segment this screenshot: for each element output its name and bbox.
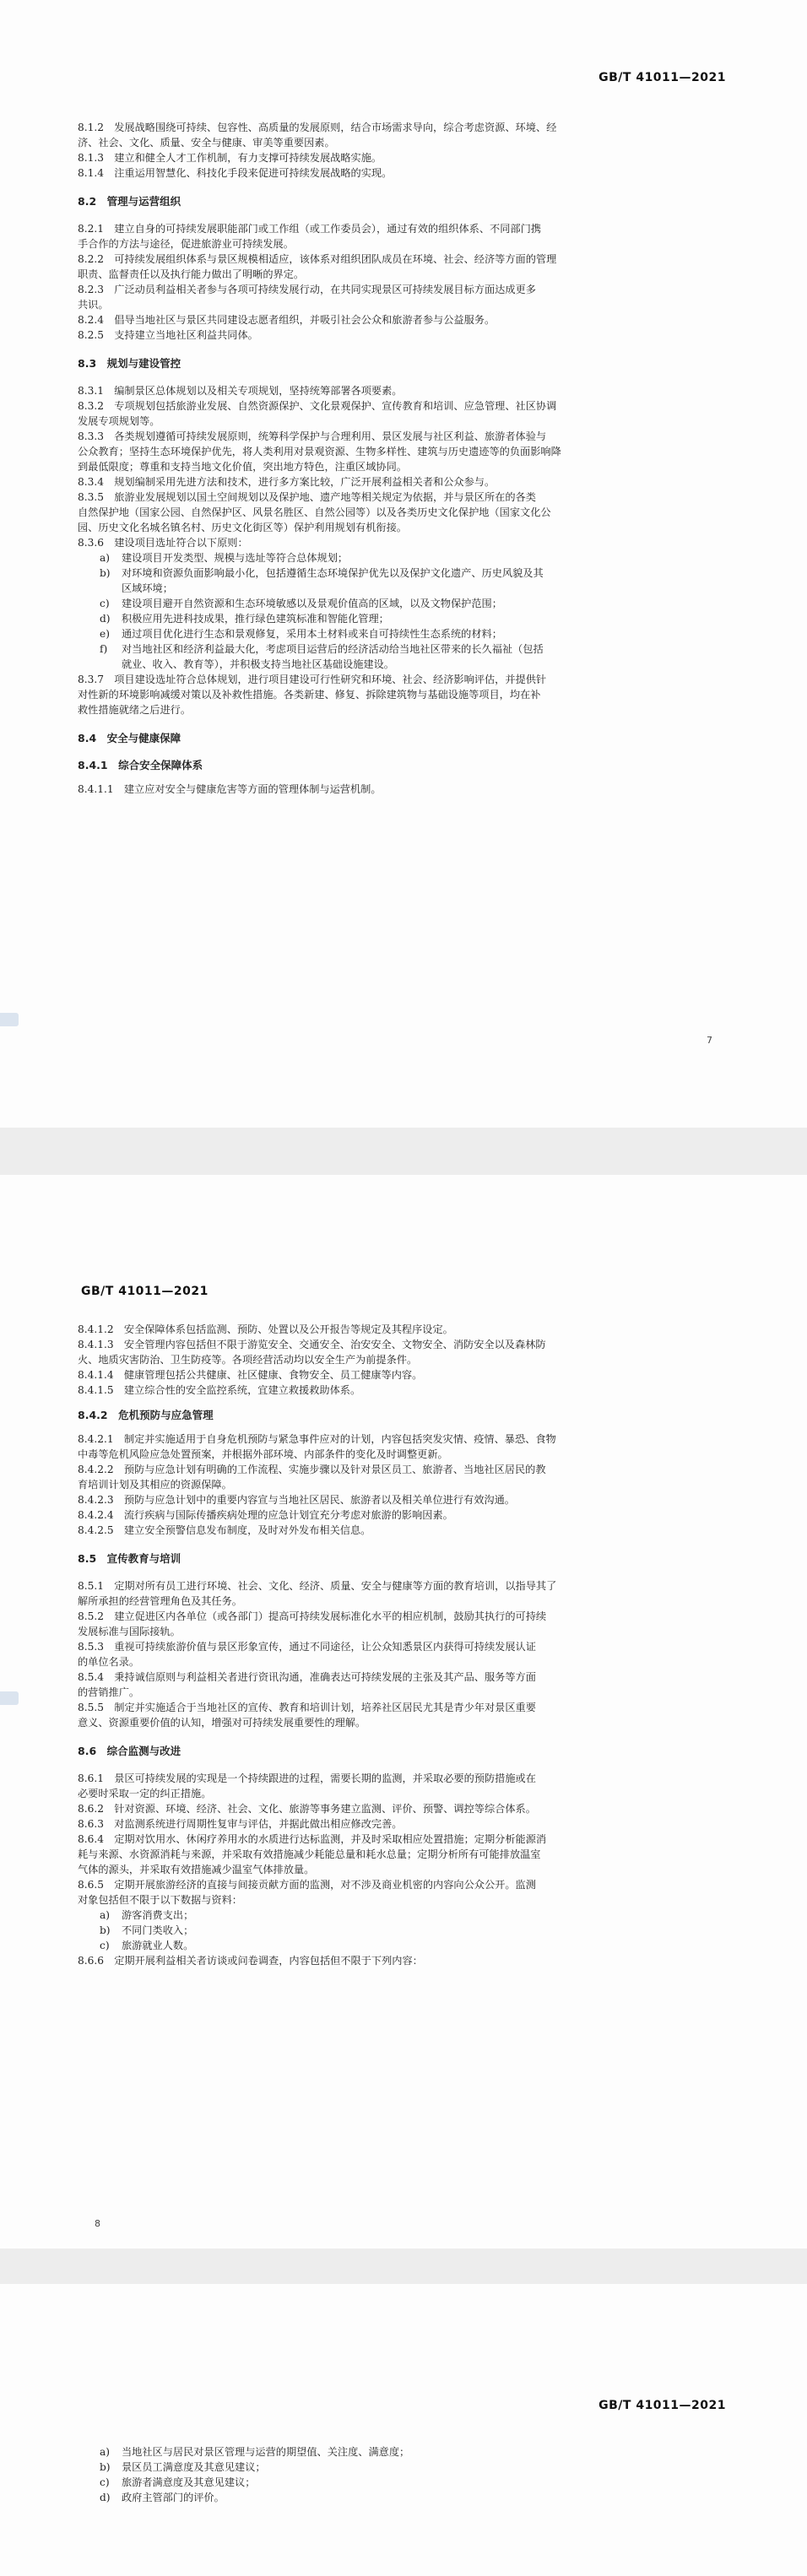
subsection-heading: 8.4.2 危机预防与应急管理 (78, 1409, 214, 1421)
clause-text: 气体的源头，并采取有效措施减少温室气体排放量。 (78, 1864, 315, 1875)
clause-text: 8.4.2.4 流行疾病与国际传播疾病处理的应急计划宜充分考虑对旅游的影响因素。 (78, 1509, 453, 1521)
list-item-text: 通过项目优化进行生态和景观修复，采用本土材料或来自可持续性生态系统的材料； (122, 628, 502, 640)
list-marker: a) (100, 2446, 111, 2458)
list-marker: c) (100, 598, 110, 609)
clause-text: 育培训计划及其相应的资源保障。 (78, 1479, 232, 1491)
list-item (78, 611, 736, 626)
list-item (78, 2460, 736, 2475)
list-item-text: 不同门类收入； (122, 1924, 194, 1936)
clause-text: 8.3.2 专项规划包括旅游业发展、自然资源保护、文化景观保护、宣传教育和培训、应急管理、社区协调 (78, 400, 557, 412)
list-item-text: 积极应用先进科技成果，推行绿色建筑标准和智能化管理； (122, 613, 389, 625)
subsection-heading: 8.4.1 综合安全保障体系 (78, 759, 203, 771)
clause-text: 8.3.3 各类规划遵循可持续发展原则，统筹科学保护与合理利用、景区发展与社区利益、旅游者体验与 (78, 430, 547, 442)
clause-text: 8.3.6 建设项目选址符合以下原则： (78, 537, 248, 549)
list-marker: c) (100, 2476, 110, 2488)
list-item (78, 2475, 736, 2490)
clause-text: 8.3.1 编制景区总体规划以及相关专项规划，坚持统筹部署各项要素。 (78, 385, 403, 397)
clause-text: 8.1.4 注重运用智慧化、科技化手段来促进可持续发展战略的实现。 (78, 167, 393, 179)
clause-text: 8.1.2 发展战略围绕可持续、包容性、高质量的发展原则，结合市场需求导向，综合考虑资源、环境、经 (78, 122, 557, 133)
clause-text: 必要时采取一定的纠正措施。 (78, 1788, 212, 1799)
list-marker: d) (100, 2492, 111, 2503)
list-item (78, 2490, 736, 2505)
list-item-text: 就业、收入、教育等），并积极支持当地社区基础设施建设。 (122, 658, 394, 670)
clause-text: 救性措施就绪之后进行。 (78, 704, 192, 716)
list-marker: b) (100, 1924, 111, 1936)
clause-text: 解所承担的经营管理角色及其任务。 (78, 1595, 242, 1607)
clause-text: 耗与来源、水资源消耗与来源，并采取有效措施减少耗能总量和耗水总量；定期分析所有可能排放温室 (78, 1848, 541, 1860)
clause-text: 公众教育；坚持生态环境保护优先，将人类利用对景观资源、生物多样性、建筑与历史遗迹等的负面影响降 (78, 446, 561, 457)
clause-text: 8.4.1.3 安全管理内容包括但不限于游览安全、交通安全、治安安全、文物安全、消防安全以及森林防 (78, 1339, 546, 1350)
clause-text: 8.2.2 可持续发展组织体系与景区规模相适应，该体系对组织团队成员在环境、社会、经济等方面的管理 (78, 253, 557, 265)
clause-text: 8.4.2.5 建立安全预警信息发布制度，及时对外发布相关信息。 (78, 1524, 371, 1536)
clause-text: 8.1.3 建立和健全人才工作机制，有力支撑可持续发展战略实施。 (78, 152, 382, 164)
page-body (78, 2444, 736, 2505)
page-number: 7 (707, 1035, 712, 1046)
list-item-text: 旅游者满意度及其意见建议； (122, 2476, 256, 2488)
clause-text: 8.5.3 重视可持续旅游价值与景区形象宣传，通过不同途径，让公众知悉景区内获得可持续发展认证 (78, 1641, 536, 1653)
standard-number-header: GB/T 41011—2021 (81, 1285, 209, 1298)
section-heading: 8.6 综合监测与改进 (78, 1745, 181, 1757)
clause-text: 8.6.6 定期开展利益相关者访谈或问卷调查，内容包括但不限于下列内容： (78, 1955, 423, 1967)
clause-text: 8.3.7 项目建设选址符合总体规划，进行项目建设可行性研究和环境、社会、经济影响评估，并提供针 (78, 674, 547, 685)
clause-text: 8.5.4 秉持诚信原则与利益相关者进行资讯沟通，准确表达可持续发展的主张及其产品、服务等方面 (78, 1671, 536, 1683)
sidebar-tab-marker (0, 1691, 19, 1705)
list-item-text: 游客消费支出； (122, 1909, 194, 1921)
sidebar-tab-marker (0, 1013, 19, 1026)
list-marker: a) (100, 552, 111, 564)
list-item (78, 581, 736, 596)
clause-text: 8.6.2 针对资源、环境、经济、社会、文化、旅游等事务建立监测、评价、预警、调控等综合体系。 (78, 1803, 536, 1815)
clause-text: 的单位名录。 (78, 1656, 140, 1668)
clause-text: 8.4.1.1 建立应对安全与健康危害等方面的管理体制与运营机制。 (78, 783, 382, 795)
list-marker: f) (100, 643, 108, 655)
list-item-text: 当地社区与居民对景区管理与运营的期望值、关注度、满意度； (122, 2446, 410, 2458)
clause-text: 园、历史文化名城名镇名村、历史文化街区等）保护利用规划有机衔接。 (78, 522, 407, 533)
section-heading: 8.4 安全与健康保障 (78, 732, 181, 744)
section-heading: 8.2 管理与运营组织 (78, 195, 181, 208)
clause-text: 8.4.2.2 预防与应急计划有明确的工作流程、实施步骤以及针对景区员工、旅游者、当地社区居民的教 (78, 1464, 546, 1475)
clause-text: 自然保护地（国家公园、自然保护区、风景名胜区、自然公园等）以及各类历史文化保护地（国家文化公 (78, 506, 551, 518)
clause-text: 意义、资源重要价值的认知，增强对可持续发展重要性的理解。 (78, 1717, 366, 1729)
clause-text: 到最低限度；尊重和支持当地文化价值，突出地方特色，注重区域协同。 (78, 461, 407, 473)
clause-text: 职责、监督责任以及执行能力做出了明晰的界定。 (78, 268, 305, 280)
list-item (78, 1908, 736, 1923)
list-item-text: 建设项目开发类型、规模与选址等符合总体规划； (122, 552, 349, 564)
clause-text: 对象包括但不限于以下数据与资料： (78, 1894, 242, 1906)
list-marker: b) (100, 2461, 111, 2473)
document-page-7 (0, 0, 807, 1128)
list-item (78, 2444, 736, 2460)
list-item-text: 旅游就业人数。 (122, 1940, 194, 1951)
clause-text: 中毒等危机风险应急处置预案，并根据外部环境、内部条件的变化及时调整更新。 (78, 1448, 448, 1460)
document-page-8 (0, 1175, 807, 2249)
clause-text: 8.6.3 对监测系统进行周期性复审与评估，并据此做出相应修改完善。 (78, 1818, 403, 1830)
list-item (78, 566, 736, 581)
section-heading: 8.3 规划与建设管控 (78, 357, 181, 370)
clause-text: 济、社会、文化、质量、安全与健康、审美等重要因素。 (78, 137, 335, 149)
clause-text: 8.4.1.5 建立综合性的安全监控系统，宜建立救援救助体系。 (78, 1384, 361, 1396)
clause-text: 8.5.5 制定并实施适合于当地社区的宣传、教育和培训计划，培养社区居民尤其是青少年对景区重要 (78, 1702, 536, 1713)
clause-text: 8.6.4 定期对饮用水、休闲疗养用水的水质进行达标监测，并及时采取相应处置措施；定期分析能源消 (78, 1833, 547, 1845)
list-item (78, 550, 736, 566)
clause-text: 发展标准与国际接轨。 (78, 1626, 181, 1637)
list-item (78, 596, 736, 611)
list-item (78, 657, 736, 672)
list-item (78, 626, 736, 641)
list-item (78, 641, 736, 657)
clause-text: 8.2.5 支持建立当地社区利益共同体。 (78, 329, 258, 341)
clause-text: 的营销推广。 (78, 1686, 140, 1698)
list-marker: c) (100, 1940, 110, 1951)
clause-text: 对性新的环境影响减缓对策以及补救性措施。各类新建、修复、拆除建筑物与基础设施等项目，均在补 (78, 689, 541, 701)
list-marker (100, 657, 122, 672)
clause-text: 8.2.1 建立自身的可持续发展职能部门或工作组（或工作委员会），通过有效的组织体系、不同部门携 (78, 223, 541, 235)
list-item (78, 1923, 736, 1938)
clause-text: 8.3.4 规划编制采用先进方法和技术，进行多方案比较，广泛开展利益相关者和公众参与。 (78, 476, 496, 488)
list-item-text: 政府主管部门的评价。 (122, 2492, 225, 2503)
list-marker: a) (100, 1909, 111, 1921)
clause-text: 手合作的方法与途径，促进旅游业可持续发展。 (78, 238, 294, 250)
list-item-text: 区域环境； (122, 582, 173, 594)
list-item-text: 景区员工满意度及其意见建议； (122, 2461, 266, 2473)
clause-text: 8.6.5 定期开展旅游经济的直接与间接贡献方面的监测，对不涉及商业机密的内容向公众公开。监测 (78, 1879, 536, 1891)
standard-number-header: GB/T 41011—2021 (598, 2399, 726, 2412)
clause-text: 8.4.2.3 预防与应急计划中的重要内容宣与当地社区居民、旅游者以及相关单位进行有效沟通。 (78, 1494, 515, 1506)
list-item-text: 对环境和资源负面影响最小化，包括遵循生态环境保护优先以及保护文化遗产、历史风貌及其 (122, 567, 544, 579)
list-item-text: 对当地社区和经济利益最大化，考虑项目运营后的经济活动给当地社区带来的长久福祉（包括 (122, 643, 544, 655)
clause-text: 8.5.2 建立促进区内各单位（或各部门）提高可持续发展标准化水平的相应机制，鼓励其执行的可持续 (78, 1610, 547, 1622)
section-heading: 8.5 宣传教育与培训 (78, 1552, 181, 1565)
list-marker: b) (100, 567, 111, 579)
list-item (78, 1938, 736, 1953)
clause-text: 8.5.1 定期对所有员工进行环境、社会、文化、经济、质量、安全与健康等方面的教育培训，以指导其了 (78, 1580, 557, 1592)
page-number: 8 (95, 2218, 100, 2229)
clause-text: 8.6.1 景区可持续发展的实现是一个持续跟进的过程，需要长期的监测，并采取必要的预防措施或在 (78, 1772, 536, 1784)
list-marker (100, 581, 122, 596)
clause-text: 8.4.1.4 健康管理包括公共健康、社区健康、食物安全、员工健康等内容。 (78, 1369, 423, 1381)
clause-text: 火、地质灾害防治、卫生防疫等。各项经营活动均以安全生产为前提条件。 (78, 1354, 418, 1366)
page-body (78, 1322, 736, 1968)
document-page-9 (0, 2284, 807, 2576)
list-item-text: 建设项目避开自然资源和生态环境敏感以及景观价值高的区域，以及文物保护范围； (122, 598, 502, 609)
clause-text: 8.4.2.1 制定并实施适用于自身危机预防与紧急事件应对的计划，内容包括突发灾情、疫情、暴恐、食物 (78, 1433, 556, 1445)
list-marker: e) (100, 628, 110, 640)
clause-text: 发展专项规划等。 (78, 415, 160, 427)
clause-text: 8.3.5 旅游业发展规划以国土空间规划以及保护地、遗产地等相关规定为依据，并与景区所在的各类 (78, 491, 536, 503)
page-body (78, 120, 736, 797)
standard-number-header: GB/T 41011—2021 (598, 71, 726, 84)
clause-text: 8.2.4 倡导当地社区与景区共同建设志愿者组织，并吸引社会公众和旅游者参与公益服务。 (78, 314, 496, 326)
list-marker: d) (100, 613, 111, 625)
clause-text: 8.2.3 广泛动员利益相关者参与各项可持续发展行动，在共同实现景区可持续发展目标方面达成更多 (78, 284, 536, 295)
clause-text: 8.4.1.2 安全保障体系包括监测、预防、处置以及公开报告等规定及其程序设定。 (78, 1323, 453, 1335)
clause-text: 共识。 (78, 299, 109, 311)
